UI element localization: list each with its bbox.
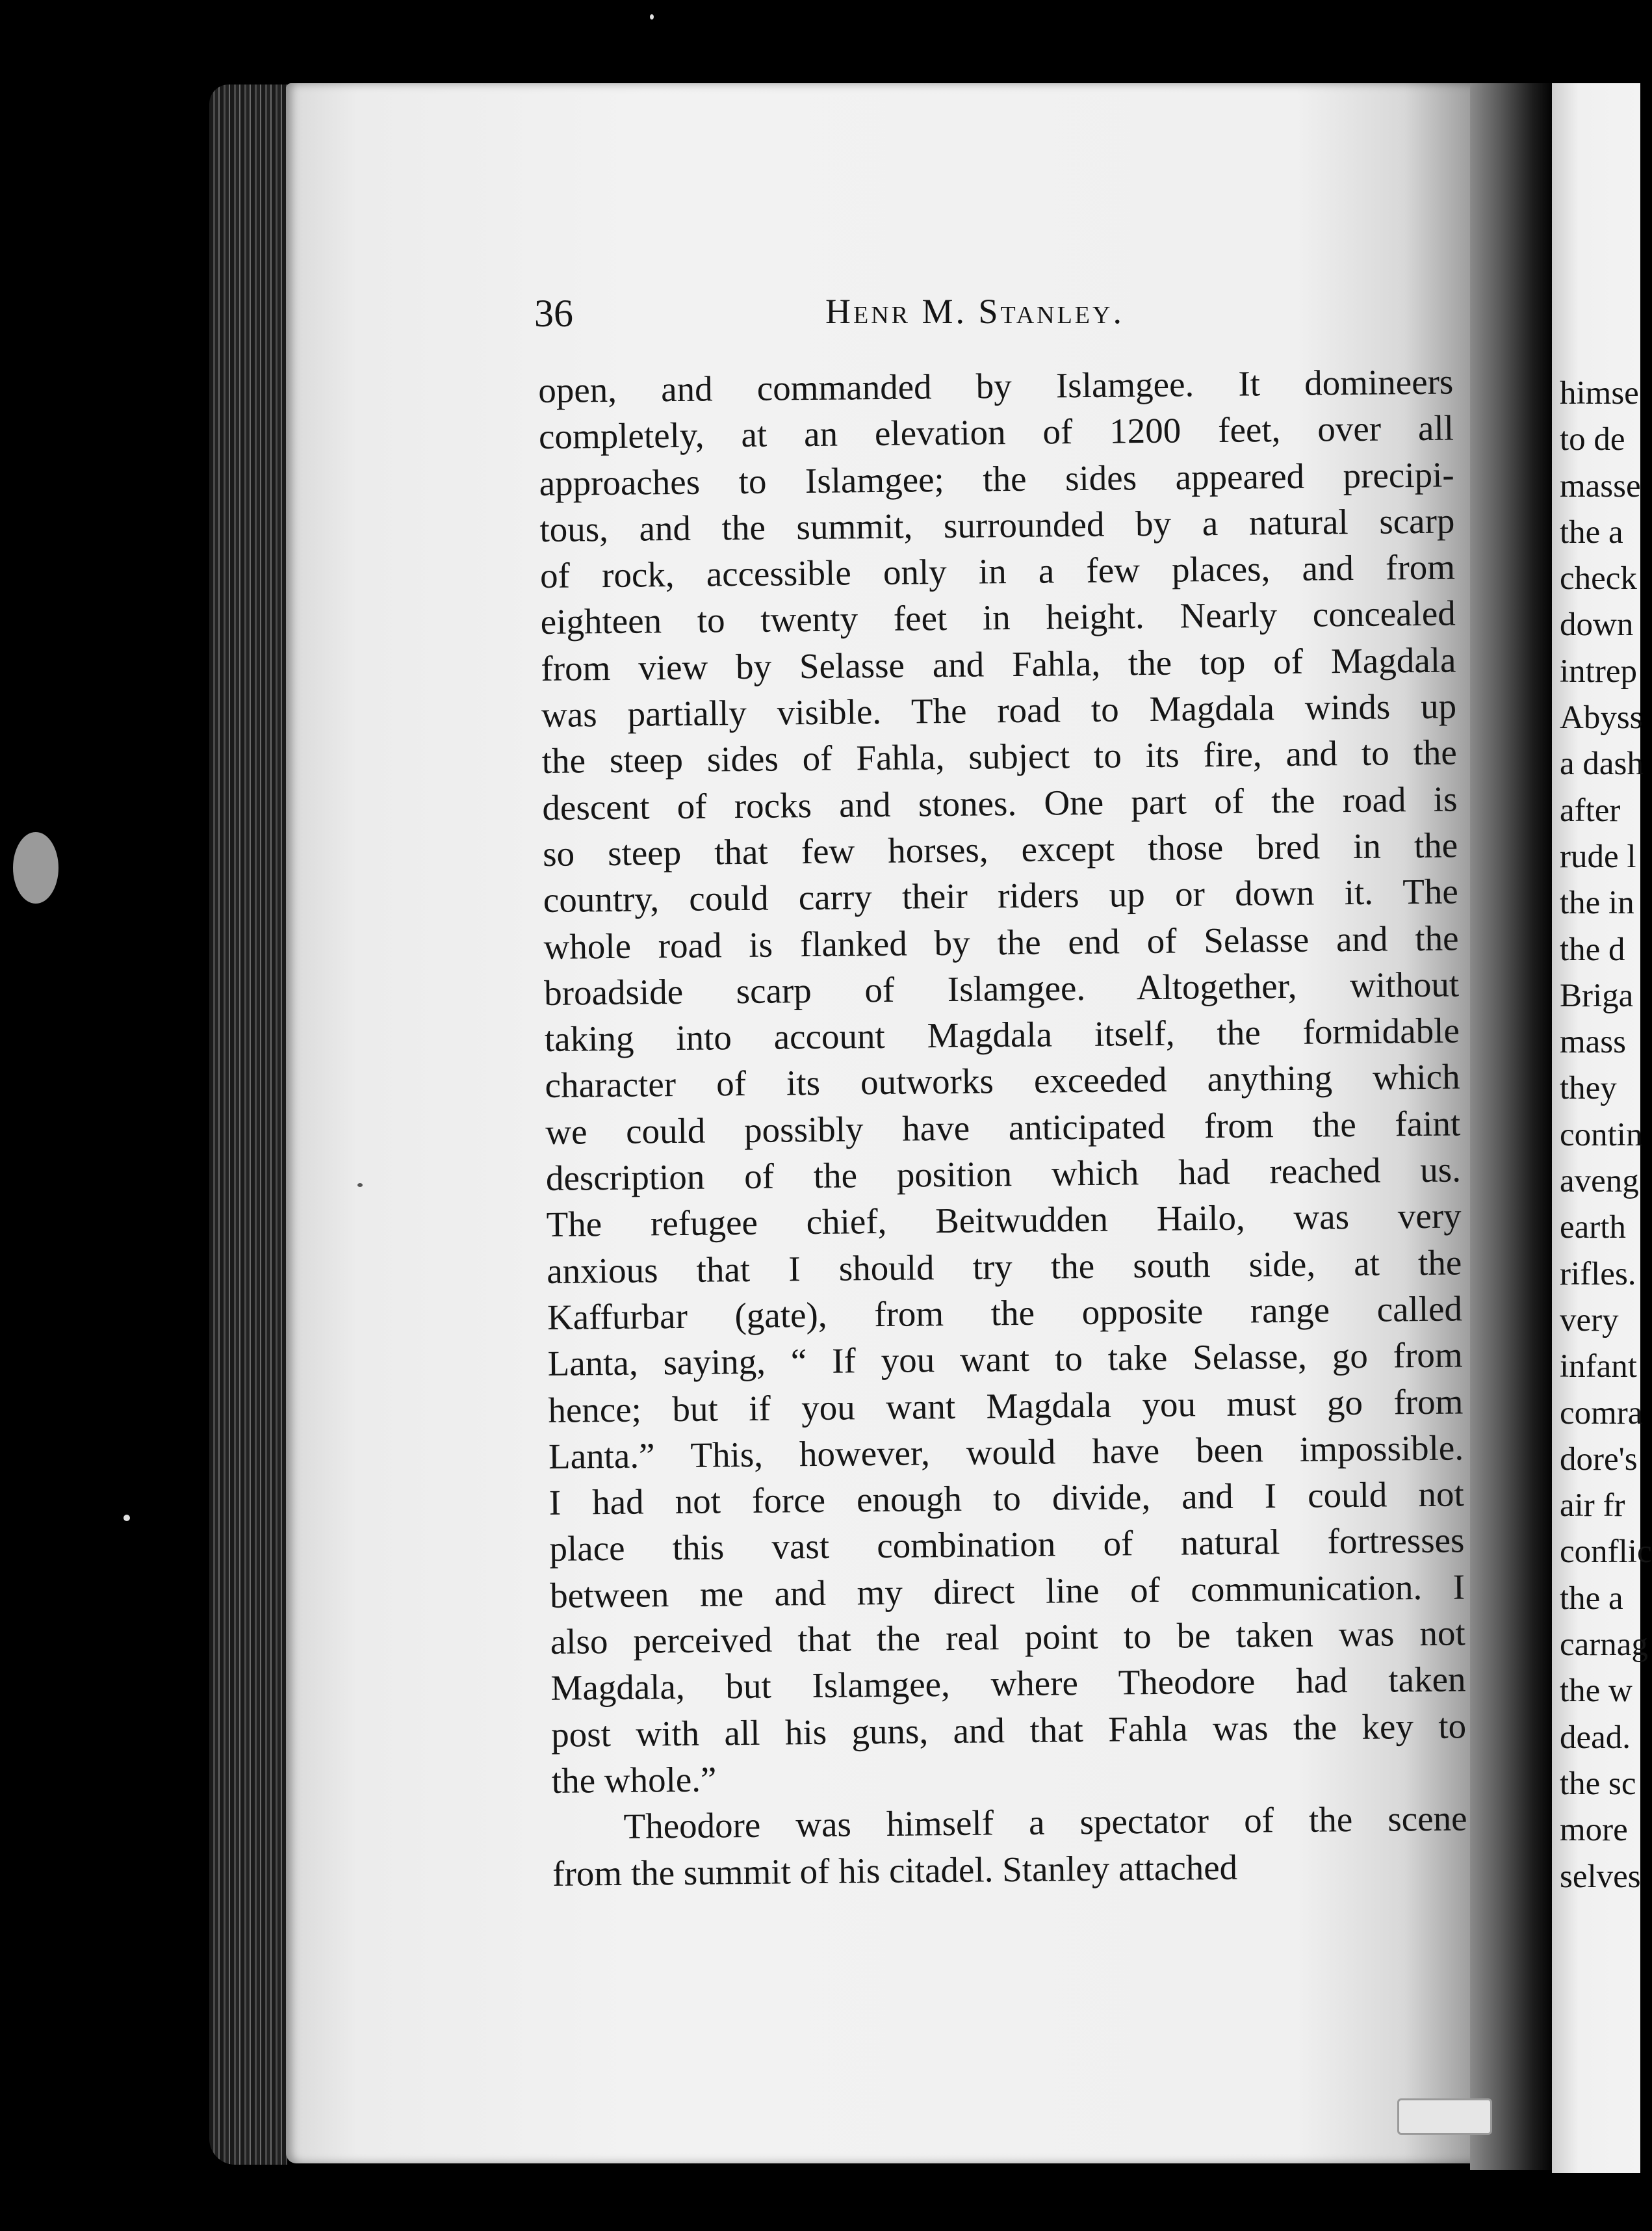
- dust-speck: [357, 1183, 363, 1187]
- text-line: Kaffurbar (gate), from the opposite range called: [547, 1288, 1463, 1337]
- facing-page-line: himse: [1560, 375, 1639, 411]
- text-line: The refugee chief, Beitwudden Hailo, was very: [546, 1195, 1462, 1245]
- book-fore-edge: [209, 85, 287, 2165]
- text-line: from view by Selasse and Fahla, the top of Magdala: [541, 640, 1456, 688]
- facing-page-line: air fr: [1560, 1487, 1625, 1524]
- text-line: approaches to Islamgee; the sides appeared precipi-: [539, 454, 1454, 503]
- book-gutter: [1470, 83, 1555, 2170]
- text-line: I had not force enough to divide, and I could not: [549, 1474, 1464, 1523]
- text-line: post with all his guns, and that Fahla was the key to: [550, 1705, 1467, 1755]
- text-line: Magdala, but Islamgee, where Theodore had taken: [550, 1659, 1466, 1708]
- facing-page-line: check: [1560, 560, 1637, 597]
- facing-page-line: more: [1560, 1812, 1628, 1849]
- running-head-title: Henr M. Stanley.: [825, 292, 1124, 331]
- facing-page-line: masse: [1560, 467, 1641, 504]
- text-line: whole road is flanked by the end of Selasse and the: [543, 918, 1459, 967]
- text-line: Lanta.” This, however, would have been impossible.: [548, 1428, 1464, 1476]
- text-line: between me and my direct line of communication. I: [549, 1567, 1465, 1615]
- facing-page-line: earth: [1560, 1209, 1626, 1246]
- facing-page-line: rude l: [1560, 838, 1636, 875]
- text-line: character of its outworks exceeded anything which: [545, 1056, 1460, 1106]
- facing-page-line: comra: [1560, 1394, 1643, 1431]
- facing-page-line: rifles.: [1560, 1255, 1636, 1292]
- facing-page-line: the sc: [1560, 1765, 1636, 1802]
- text-line: from the summit of his citadel. Stanley attached: [552, 1847, 1238, 1894]
- text-line: hence; but if you want Magdala you must go from: [548, 1381, 1464, 1430]
- text-line: eighteen to twenty feet in height. Nearly concealed: [540, 593, 1456, 642]
- facing-page-line: very: [1560, 1301, 1619, 1338]
- facing-page-line: after: [1560, 792, 1621, 829]
- body-text: [538, 358, 1468, 1896]
- facing-page-line: the a: [1560, 514, 1623, 551]
- text-line: taking into account Magdala itself, the formidable: [544, 1010, 1460, 1060]
- facing-page-line: carnag: [1560, 1626, 1648, 1663]
- facing-page-line: selves: [1560, 1858, 1641, 1895]
- facing-page-line: down: [1560, 607, 1634, 644]
- facing-page-line: to de: [1560, 421, 1625, 458]
- dust-speck: [13, 832, 58, 904]
- text-line: we could possibly have anticipated from the faint: [545, 1103, 1461, 1152]
- dust-speck: [123, 1515, 130, 1521]
- facing-page-line: the w: [1560, 1673, 1633, 1710]
- text-line: broadside scarp of Islamgee. Altogether, without: [543, 964, 1460, 1013]
- text-line: also perceived that the real point to be taken was not: [550, 1613, 1466, 1662]
- text-line: so steep that few horses, except those bred in the: [542, 825, 1458, 874]
- running-head: [534, 291, 1457, 343]
- facing-page-line: Briga: [1560, 977, 1634, 1014]
- facing-page-line: intrep: [1560, 653, 1637, 690]
- text-line: the whole.”: [551, 1759, 717, 1801]
- facing-page-line: the in: [1560, 885, 1634, 922]
- facing-page-line: contin: [1560, 1116, 1643, 1153]
- text-line: tous, and the summit, surrounded by a natural scarp: [539, 501, 1455, 549]
- text-line: Lanta, saying, “ If you want to take Selasse, go from: [547, 1335, 1463, 1384]
- text-line: open, and commanded by Islamgee. It domineers: [538, 361, 1454, 410]
- facing-page-line: dead.: [1560, 1719, 1631, 1756]
- page-number: 36: [534, 292, 573, 335]
- text-line: country, could carry their riders up or down it. The: [543, 871, 1459, 920]
- text-line: description of the position which had reached us.: [545, 1149, 1462, 1198]
- facing-page-line: dore's: [1560, 1441, 1638, 1478]
- facing-page-line: mass: [1560, 1024, 1626, 1061]
- facing-page-line: Abyss: [1560, 699, 1643, 737]
- facing-page-line: infant: [1560, 1348, 1637, 1385]
- text-line: descent of rocks and stones. One part of the road is: [542, 779, 1458, 828]
- text-line: was partially visible. The road to Magdala winds up: [541, 686, 1457, 735]
- text-line: place this vast combination of natural fortresses: [549, 1520, 1465, 1569]
- dust-speck: [650, 14, 654, 20]
- text-line: the steep sides of Fahla, subject to its fire, and to the: [541, 732, 1458, 781]
- facing-page-line: they: [1560, 1070, 1617, 1107]
- facing-page-line: the a: [1560, 1580, 1623, 1617]
- facing-page-line: aveng: [1560, 1163, 1639, 1200]
- page-tab: [1397, 2098, 1492, 2135]
- facing-page-line: conflic: [1560, 1533, 1652, 1571]
- text-line: anxious that I should try the south side, at the: [547, 1242, 1462, 1291]
- text-line: completely, at an elevation of 1200 feet, over all: [538, 408, 1454, 457]
- facing-page-line: the d: [1560, 931, 1625, 968]
- facing-page-line: a dash: [1560, 746, 1644, 783]
- text-line: of rock, accessible only in a few places, and from: [539, 547, 1456, 596]
- text-line: Theodore was himself a spectator of the scene: [623, 1798, 1467, 1847]
- facing-page-text: [1560, 371, 1652, 1900]
